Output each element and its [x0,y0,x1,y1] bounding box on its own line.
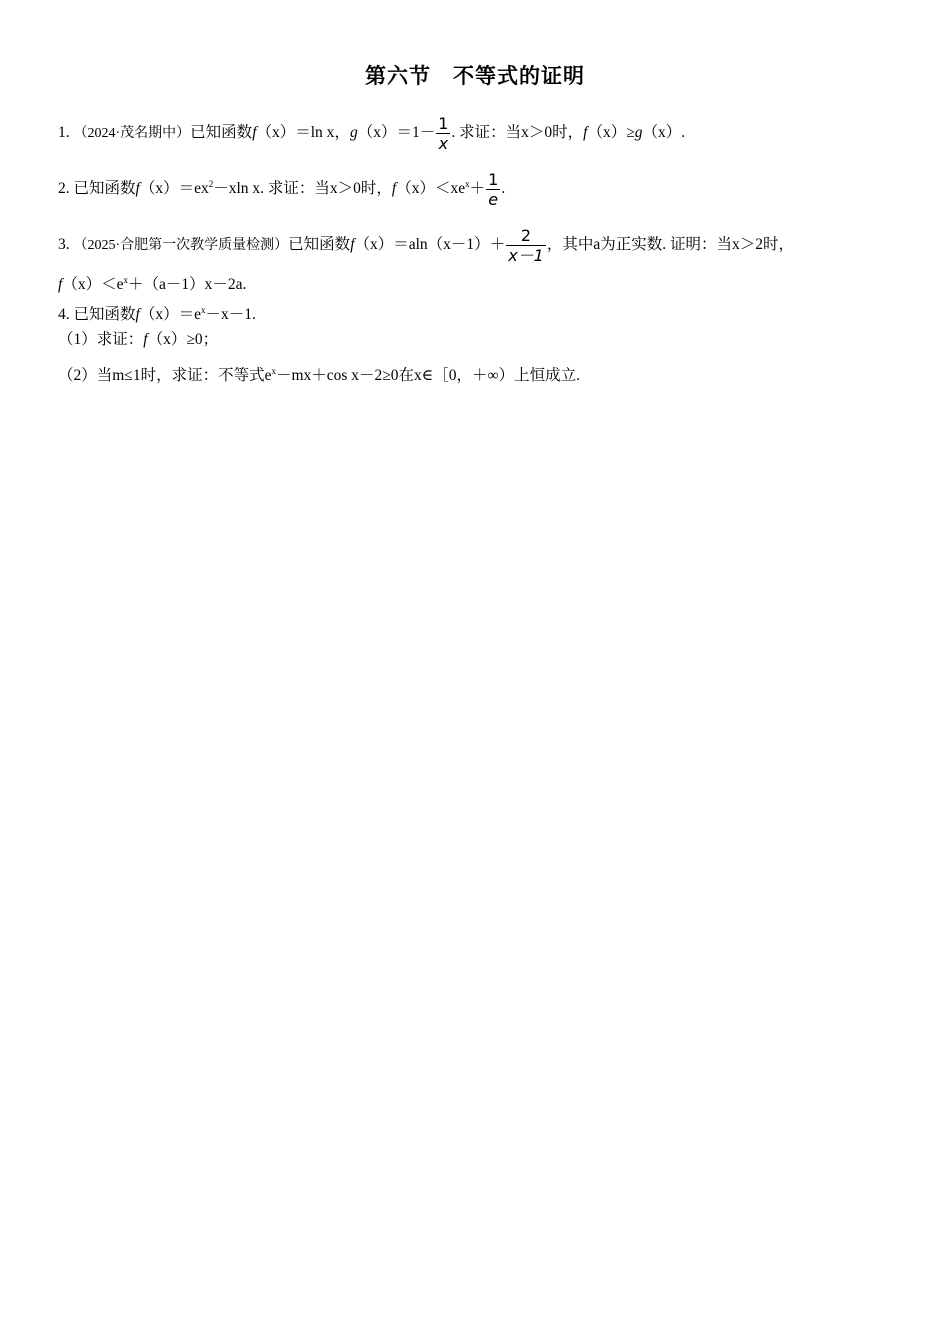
math-f: f [135,306,140,323]
problem-3-line-2 [58,270,246,295]
problem-3-text: ＋（a－1）x－2a. [127,276,247,293]
problem-3-text: ，其中a为正实数. 证明：当x＞2时， [546,236,794,254]
problem-4-part-2-text: －mx＋cos x－2≥0在x∈［0，＋∞）上恒成立. [275,367,580,384]
problem-4-part-2 [58,361,580,386]
problem-2 [58,170,505,209]
superscript: x [465,179,470,190]
fraction-denominator: x－1 [508,246,544,265]
superscript: 2 [208,179,214,190]
problem-4-part-2-text: （2）当m≤1时，求证：不等式e [58,367,272,384]
math-f: f [391,180,397,198]
problem-3 [58,226,794,265]
problem-4-part-1 [58,330,218,350]
fraction [506,226,546,265]
problem-2-text: 已知函数 [73,180,136,198]
problem-1-text: . 求证：当x＞0时， [451,124,584,142]
problem-4 [58,300,256,325]
problem-4-part-1-text: （x）≥0； [147,331,219,348]
problem-2-text: （x）＝ex [139,180,209,198]
problem-1-source: （2024·茂名期中） [73,126,191,142]
fraction-denominator: x [438,134,449,153]
problem-4-text: －x－1. [205,306,256,323]
problem-3-text: （x）＝aln（x－1）＋ [354,236,506,254]
problem-4-text: （x）＝e [139,306,201,323]
problem-2-text: . [501,180,506,198]
problem-1-text: 已知函数 [190,124,253,142]
problem-1-number: 1. [58,124,74,142]
problem-1-text: （x）≥ [587,124,635,142]
math-g: g [634,124,643,142]
problem-2-text: （x）＜xe [396,180,466,198]
problem-4-number: 4. [58,306,74,323]
superscript: x [200,305,206,315]
math-f: f [58,276,63,293]
problem-2-number: 2. [58,180,74,198]
fraction [486,170,500,209]
math-f: f [350,236,355,254]
fraction-denominator: e [488,190,499,209]
problem-2-text: －xln x. 求证：当x＞0时， [213,180,392,198]
section-title: 第六节 不等式的证明 [365,64,585,88]
fraction-numerator: 1 [488,170,499,189]
problem-3-text: （x）＜e [62,276,124,293]
math-f: f [135,180,140,198]
problem-1 [58,114,685,153]
problem-3-number: 3. [58,236,74,254]
problem-2-text: ＋ [469,180,486,198]
superscript: x [123,275,128,285]
math-f: f [583,124,588,142]
problem-4-text: 已知函数 [73,306,136,323]
problem-1-text: （x）＝1－ [357,124,436,142]
superscript: x [271,366,276,376]
problem-3-source: （2025·合肥第一次教学质量检测） [73,238,289,254]
problem-3-text: 已知函数 [288,236,351,254]
math-g: g [349,124,358,142]
fraction-numerator: 1 [438,114,449,133]
problem-4-part-1-text: （1）求证： [58,331,144,348]
math-f: f [252,124,257,142]
problem-1-text: （x）＝ln x， [256,124,350,142]
math-f: f [143,331,148,348]
fraction-numerator: 2 [506,226,546,246]
fraction [436,114,450,153]
problem-1-text: （x）. [642,124,686,142]
